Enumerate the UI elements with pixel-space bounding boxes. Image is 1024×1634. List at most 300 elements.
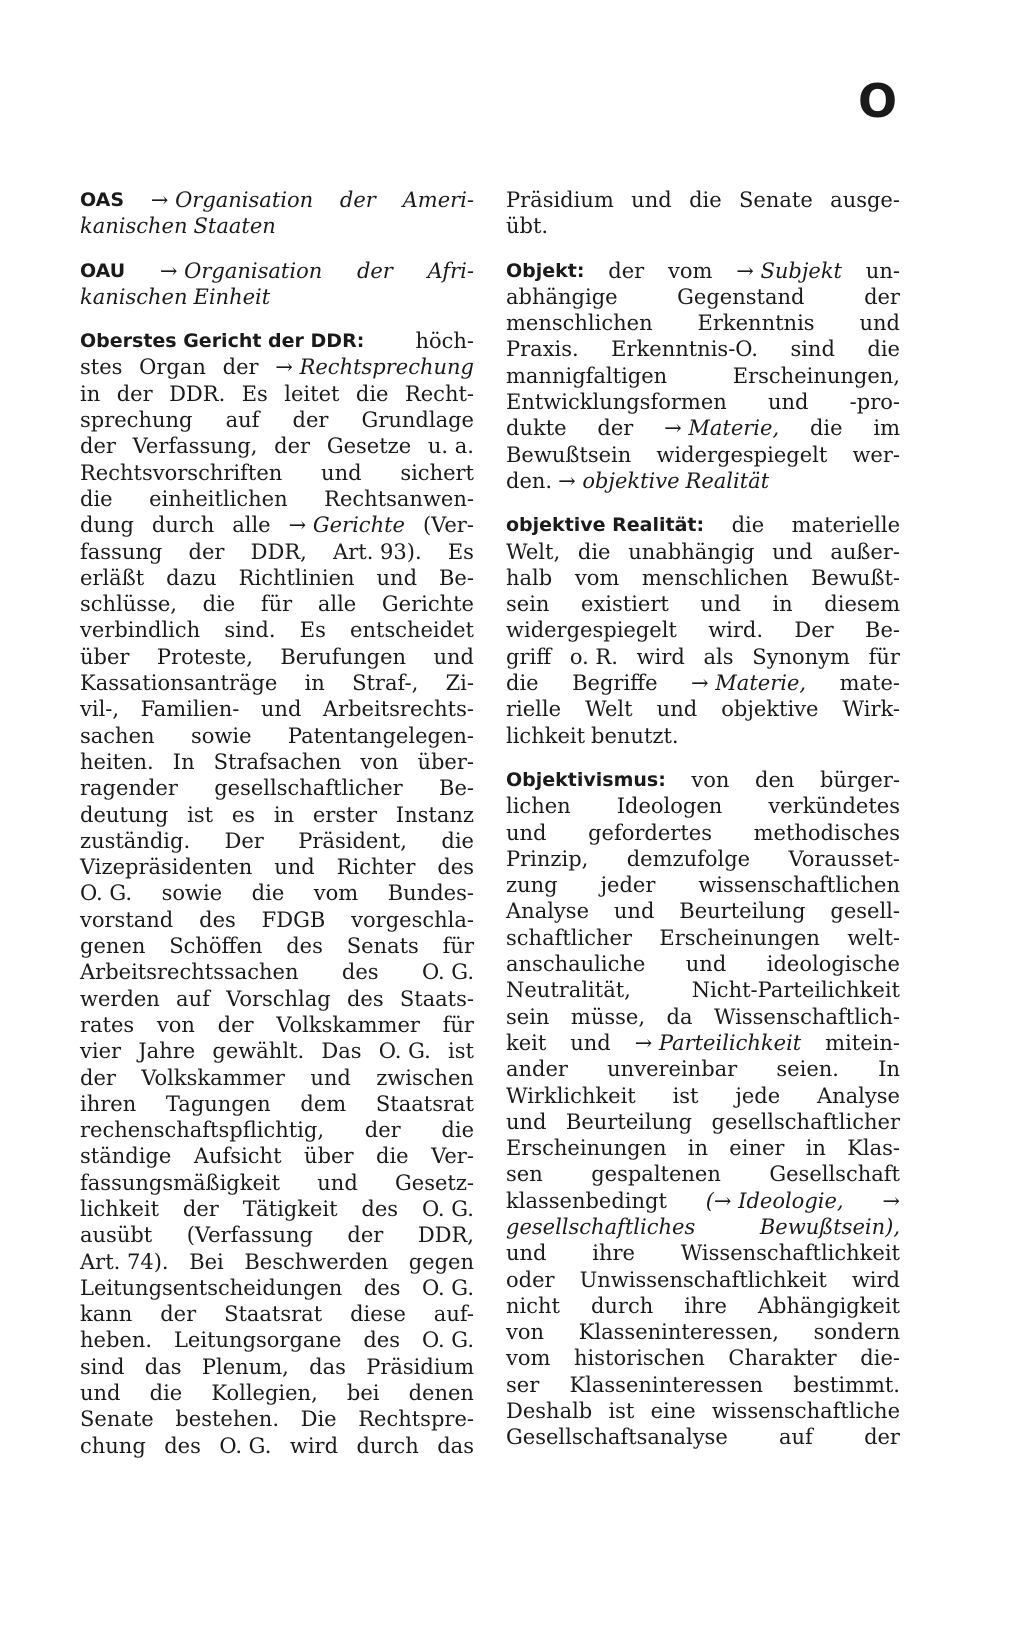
word: o. R. bbox=[569, 644, 618, 669]
text-line bbox=[506, 1214, 900, 1240]
word: wissenschaftlichen bbox=[698, 873, 900, 898]
text-line bbox=[80, 213, 474, 239]
text-line bbox=[506, 539, 900, 565]
word: demzufolge bbox=[626, 846, 751, 871]
word: Neutralität, bbox=[506, 978, 631, 1003]
word: Es bbox=[299, 618, 326, 643]
word: widergespiegelt bbox=[656, 442, 828, 467]
word: die bbox=[149, 1381, 183, 1406]
word: Wissenschaftlich- bbox=[713, 1004, 900, 1029]
word: vom bbox=[313, 881, 359, 906]
word: die bbox=[577, 539, 611, 564]
word: DDR, bbox=[250, 539, 307, 564]
cross-reference: der bbox=[356, 258, 393, 283]
text-line bbox=[506, 442, 900, 468]
word: die bbox=[441, 1118, 474, 1143]
word: die bbox=[506, 671, 539, 696]
text-line bbox=[80, 433, 474, 459]
word: Senate bbox=[80, 1407, 154, 1432]
word: Welt bbox=[585, 697, 633, 722]
word: seien. bbox=[776, 1057, 839, 1082]
word: Präsidium bbox=[366, 1354, 474, 1379]
word: der bbox=[274, 434, 311, 459]
word: Vizepräsidenten bbox=[80, 855, 253, 880]
word: und bbox=[506, 820, 547, 845]
word: die bbox=[809, 416, 843, 441]
text-line bbox=[506, 951, 900, 977]
text-line bbox=[506, 1319, 900, 1345]
word: ist bbox=[187, 802, 214, 827]
word: Vorausset- bbox=[788, 846, 900, 871]
word: des bbox=[341, 960, 379, 985]
word: lichkeit bbox=[506, 723, 586, 748]
word: und bbox=[433, 644, 474, 669]
text-line bbox=[506, 591, 900, 617]
paragraph-gap bbox=[506, 240, 900, 258]
text-line bbox=[506, 389, 900, 415]
text-line bbox=[80, 1222, 474, 1248]
word: der bbox=[80, 1065, 116, 1090]
word: von bbox=[506, 1320, 545, 1345]
text-line bbox=[80, 354, 474, 380]
word: Prinzip, bbox=[506, 846, 589, 871]
word: verkündetes bbox=[768, 794, 900, 819]
word: die bbox=[867, 337, 900, 362]
word: leitet bbox=[284, 381, 340, 406]
text-line bbox=[80, 1012, 474, 1038]
text-line bbox=[80, 1091, 474, 1117]
text-line bbox=[506, 1109, 900, 1135]
word: der bbox=[292, 408, 329, 433]
cross-reference: kanischen bbox=[80, 214, 188, 239]
word: Erscheinungen bbox=[506, 1136, 667, 1161]
word: in bbox=[772, 592, 793, 617]
word: und bbox=[321, 460, 362, 485]
word: von bbox=[156, 1012, 195, 1037]
word: un- bbox=[865, 258, 900, 283]
word: ser bbox=[506, 1372, 540, 1397]
word: der bbox=[182, 1196, 219, 1221]
word: auf bbox=[225, 408, 260, 433]
word: und bbox=[700, 592, 741, 617]
word: von bbox=[691, 767, 730, 792]
word: kann bbox=[80, 1302, 133, 1327]
word: griff bbox=[506, 644, 552, 669]
word: ideologische bbox=[766, 952, 900, 977]
word: Praxis. bbox=[506, 337, 579, 362]
word: auf bbox=[176, 986, 210, 1011]
word: bestimmt. bbox=[793, 1372, 900, 1397]
word: Erscheinungen bbox=[659, 925, 820, 950]
text-line bbox=[80, 1354, 474, 1380]
word: ausge- bbox=[830, 188, 900, 212]
word: sondern bbox=[813, 1320, 900, 1345]
word: objektive bbox=[721, 697, 819, 722]
text-line bbox=[80, 1380, 474, 1406]
word: Richter bbox=[336, 855, 416, 880]
word: Präsident, bbox=[298, 828, 407, 853]
text-line bbox=[80, 854, 474, 880]
word: Es bbox=[447, 539, 474, 564]
word: Strafsachen bbox=[213, 749, 342, 774]
word: des bbox=[361, 1196, 399, 1221]
word: Synonym bbox=[752, 644, 850, 669]
word: heiten. bbox=[80, 749, 154, 774]
word: die bbox=[441, 828, 474, 853]
word: denen bbox=[408, 1381, 474, 1406]
word: und bbox=[767, 390, 809, 415]
word: erster bbox=[312, 802, 378, 827]
text-line bbox=[506, 1293, 900, 1319]
word: der bbox=[217, 1012, 254, 1037]
word: alle bbox=[317, 592, 357, 617]
cross-reference: (→ Ideologie, bbox=[705, 1188, 844, 1213]
text-line bbox=[506, 1056, 900, 1082]
word: Schöffen bbox=[169, 934, 263, 959]
text-line bbox=[506, 670, 900, 696]
word: des bbox=[346, 986, 384, 1011]
text-line bbox=[506, 1135, 900, 1161]
cross-reference: Ameri- bbox=[402, 188, 474, 212]
word: mate- bbox=[839, 671, 900, 696]
text-line bbox=[80, 959, 474, 985]
word: müsse, bbox=[570, 1004, 646, 1029]
word: jede bbox=[735, 1083, 781, 1108]
word: nicht bbox=[506, 1293, 560, 1318]
text-line bbox=[506, 696, 900, 722]
text-line bbox=[506, 767, 900, 793]
word: Volkskammer bbox=[141, 1065, 285, 1090]
word: Rechtspre- bbox=[358, 1407, 474, 1432]
word: halb bbox=[506, 565, 553, 590]
word: Der bbox=[224, 828, 264, 853]
word: sein bbox=[506, 592, 550, 617]
text-line bbox=[80, 1196, 474, 1222]
word: sind bbox=[80, 1354, 125, 1379]
word: dung bbox=[80, 513, 134, 538]
text-line bbox=[80, 258, 474, 284]
text-line bbox=[80, 284, 474, 310]
word: fassung bbox=[80, 539, 163, 564]
text-line bbox=[80, 1065, 474, 1091]
word: diesem bbox=[824, 592, 900, 617]
word: entscheidet bbox=[350, 618, 474, 643]
word: die bbox=[251, 881, 285, 906]
word: deutung bbox=[80, 802, 169, 827]
word: Senats bbox=[346, 934, 419, 959]
text-line bbox=[80, 749, 474, 775]
text-line bbox=[80, 1327, 474, 1353]
word: DDR. bbox=[169, 381, 226, 406]
text-line bbox=[80, 644, 474, 670]
text-line bbox=[80, 486, 474, 512]
word: und bbox=[631, 188, 672, 212]
word: das bbox=[144, 1354, 182, 1379]
word: ist bbox=[672, 1083, 699, 1108]
text-line bbox=[80, 775, 474, 801]
word: Be- bbox=[439, 776, 474, 801]
word: die- bbox=[860, 1346, 900, 1371]
word: Gegenstand bbox=[677, 284, 805, 309]
word: Bewußtsein bbox=[506, 442, 632, 467]
text-line bbox=[506, 793, 900, 819]
word: Leitungsentscheidungen bbox=[80, 1275, 343, 1300]
word: ständige bbox=[80, 1144, 172, 1169]
word: im bbox=[873, 416, 900, 441]
word: menschlichen bbox=[641, 565, 789, 590]
word: diese bbox=[350, 1302, 406, 1327]
text-line bbox=[506, 258, 900, 284]
text-line bbox=[506, 1345, 900, 1371]
word: der bbox=[222, 355, 259, 380]
word: gesellschaftlicher bbox=[214, 776, 403, 801]
word: Verfassung, bbox=[132, 434, 258, 459]
word: lichkeit bbox=[80, 1196, 160, 1221]
word: den. bbox=[506, 468, 553, 493]
word: ander bbox=[506, 1057, 568, 1082]
word: FDGB bbox=[261, 907, 326, 932]
word: ihre bbox=[592, 1241, 635, 1266]
word: Arbeitsrechts- bbox=[322, 697, 474, 722]
word: Entwicklungsformen bbox=[506, 390, 727, 415]
text-line bbox=[506, 872, 900, 898]
word: der bbox=[80, 434, 116, 459]
word: In bbox=[878, 1057, 900, 1082]
word: Art. 74). bbox=[80, 1249, 169, 1274]
word: außer- bbox=[830, 539, 900, 564]
word: das bbox=[437, 1433, 474, 1458]
word: der bbox=[864, 1425, 900, 1450]
word: und bbox=[613, 899, 655, 924]
word: gewählt. bbox=[212, 1039, 305, 1064]
word: und bbox=[376, 565, 418, 590]
word: die bbox=[355, 381, 389, 406]
paragraph-gap bbox=[80, 310, 474, 328]
word: werden bbox=[80, 986, 160, 1011]
word: und bbox=[274, 855, 315, 880]
text-line bbox=[80, 1170, 474, 1196]
word: der bbox=[160, 1302, 197, 1327]
word: Tagungen bbox=[165, 1091, 271, 1116]
word: Senate bbox=[739, 188, 813, 212]
text-line bbox=[80, 407, 474, 433]
text-line bbox=[80, 907, 474, 933]
cross-reference: → Parteilichkeit bbox=[634, 1030, 802, 1055]
word: über- bbox=[417, 749, 474, 774]
word: ihre bbox=[684, 1293, 727, 1318]
text-line bbox=[506, 310, 900, 336]
word: genen bbox=[80, 934, 146, 959]
word: Die bbox=[300, 1407, 337, 1432]
word: in bbox=[80, 381, 101, 406]
word: der bbox=[116, 381, 153, 406]
word: erläßt bbox=[80, 565, 145, 590]
word: Straf-, bbox=[352, 671, 419, 696]
word: sachen bbox=[80, 723, 155, 748]
cross-reference: kanischen bbox=[80, 284, 188, 309]
word: Volkskammer bbox=[276, 1012, 420, 1037]
cross-reference: Afri- bbox=[427, 258, 474, 283]
word: Be- bbox=[439, 565, 474, 590]
word: und bbox=[772, 539, 813, 564]
text-line bbox=[80, 1433, 474, 1459]
word: die bbox=[202, 592, 236, 617]
word: in bbox=[273, 802, 295, 827]
entry-headword: OAS bbox=[80, 189, 125, 211]
word: sein bbox=[506, 1004, 550, 1029]
cross-reference: gesellschaftliches bbox=[506, 1214, 696, 1239]
word: Erkenntnis-O. bbox=[611, 337, 758, 362]
word: des bbox=[437, 855, 474, 880]
word: Bewußt- bbox=[811, 565, 900, 590]
word: und bbox=[685, 952, 727, 977]
word: gespaltenen bbox=[591, 1162, 721, 1187]
word: (Ver- bbox=[422, 513, 474, 538]
word: Nicht-Parteilichkeit bbox=[691, 978, 900, 1003]
word: Tätigkeit bbox=[242, 1196, 338, 1221]
word: stes bbox=[80, 355, 123, 380]
word: Klasseninteressen, bbox=[578, 1320, 779, 1345]
word: sprechung bbox=[80, 408, 193, 433]
word: Bei bbox=[189, 1249, 224, 1274]
text-line bbox=[506, 1240, 900, 1266]
word: übt. bbox=[506, 214, 549, 239]
text-line bbox=[506, 187, 900, 213]
word: höch- bbox=[415, 329, 474, 354]
word: als bbox=[703, 644, 734, 669]
word: es bbox=[231, 802, 256, 827]
word: Klasseninteressen bbox=[569, 1372, 763, 1397]
word: schaftlicher bbox=[506, 925, 632, 950]
word: Beurteilung bbox=[565, 1109, 693, 1134]
word: auf bbox=[779, 1425, 813, 1450]
text-line bbox=[506, 512, 900, 538]
word: O. G. bbox=[378, 1039, 431, 1064]
word: Wirk- bbox=[842, 697, 900, 722]
word: Patentangelegen- bbox=[287, 723, 474, 748]
word: Bundes- bbox=[387, 881, 474, 906]
word: benutzt. bbox=[591, 723, 679, 748]
text-line bbox=[506, 820, 900, 846]
word: keit bbox=[506, 1030, 547, 1055]
word: vorgeschla- bbox=[351, 907, 474, 932]
text-line bbox=[506, 336, 900, 362]
word: Präsidium bbox=[506, 188, 614, 212]
word: gegen bbox=[408, 1249, 474, 1274]
word: historischen bbox=[573, 1346, 705, 1371]
text-line bbox=[80, 696, 474, 722]
word: -pro- bbox=[849, 390, 900, 415]
word: Gesetze bbox=[326, 434, 412, 459]
word: Rechtsanwen- bbox=[324, 486, 474, 511]
word: → bbox=[882, 1188, 900, 1213]
text-line bbox=[80, 460, 474, 486]
text-line bbox=[506, 723, 900, 749]
word: Ver- bbox=[431, 1144, 474, 1169]
word: wird bbox=[851, 1267, 900, 1292]
cross-reference: Bewußtsein), bbox=[759, 1214, 900, 1239]
word: für bbox=[442, 934, 474, 959]
word: Art. 93). bbox=[333, 539, 422, 564]
word: des bbox=[199, 907, 236, 932]
paragraph-gap bbox=[80, 240, 474, 258]
text-line bbox=[506, 213, 900, 239]
entry-headword: Oberstes Gericht der DDR: bbox=[80, 330, 365, 353]
word: vom bbox=[574, 565, 620, 590]
word: zuständig. bbox=[80, 828, 191, 853]
word: O. G. bbox=[421, 960, 474, 985]
word: Erscheinungen, bbox=[732, 363, 900, 388]
text-line bbox=[80, 880, 474, 906]
word: Ideologen bbox=[616, 794, 723, 819]
word: DDR, bbox=[417, 1223, 474, 1248]
word: der bbox=[864, 284, 900, 309]
word: und bbox=[656, 697, 698, 722]
text-line bbox=[506, 284, 900, 310]
word: für bbox=[260, 592, 293, 617]
word: (Verfassung bbox=[186, 1223, 313, 1248]
text-line bbox=[506, 1424, 900, 1450]
word: durch bbox=[590, 1293, 654, 1318]
word: Abhängigkeit bbox=[757, 1293, 900, 1318]
word: Beschwerden bbox=[244, 1249, 389, 1274]
word: gefordertes bbox=[588, 820, 712, 845]
word: der bbox=[597, 416, 634, 441]
word: widergespiegelt bbox=[506, 618, 677, 643]
text-line bbox=[506, 565, 900, 591]
word: und bbox=[570, 1030, 611, 1055]
word: dukte bbox=[506, 416, 567, 441]
cross-reference: Einheit bbox=[193, 284, 271, 309]
word: Berufungen bbox=[280, 644, 407, 669]
word: O. G. bbox=[421, 1328, 474, 1353]
cross-reference: Realität bbox=[685, 468, 770, 493]
word: sowie bbox=[190, 723, 252, 748]
text-line bbox=[80, 591, 474, 617]
text-line bbox=[80, 670, 474, 696]
text-line bbox=[506, 363, 900, 389]
word: und bbox=[506, 1241, 547, 1266]
word: der bbox=[188, 539, 225, 564]
word: O. G. bbox=[421, 1196, 474, 1221]
word: und bbox=[310, 1065, 351, 1090]
word: materielle bbox=[791, 513, 900, 538]
text-line bbox=[80, 933, 474, 959]
word: vil-, bbox=[80, 697, 120, 722]
word: welt- bbox=[847, 925, 900, 950]
word: Plenum, bbox=[201, 1354, 289, 1379]
paragraph-gap bbox=[506, 494, 900, 512]
text-line bbox=[80, 1301, 474, 1327]
word: das bbox=[309, 1354, 346, 1379]
text-line bbox=[506, 415, 900, 441]
word: sichert bbox=[400, 460, 474, 485]
text-line bbox=[506, 925, 900, 951]
word: bei bbox=[346, 1381, 380, 1406]
word: Proteste, bbox=[156, 644, 253, 669]
word: für bbox=[442, 1012, 474, 1037]
word: der bbox=[608, 258, 645, 283]
cross-reference: → Materie, bbox=[691, 671, 807, 696]
word: heben. bbox=[80, 1328, 153, 1353]
word: sind bbox=[790, 337, 835, 362]
entry-headword: OAU bbox=[80, 259, 126, 282]
word: Kollegien, bbox=[211, 1381, 318, 1406]
word: vier bbox=[80, 1039, 122, 1064]
text-line bbox=[80, 1143, 474, 1169]
cross-reference: Staaten bbox=[193, 214, 276, 239]
word: klassenbedingt bbox=[506, 1188, 667, 1213]
